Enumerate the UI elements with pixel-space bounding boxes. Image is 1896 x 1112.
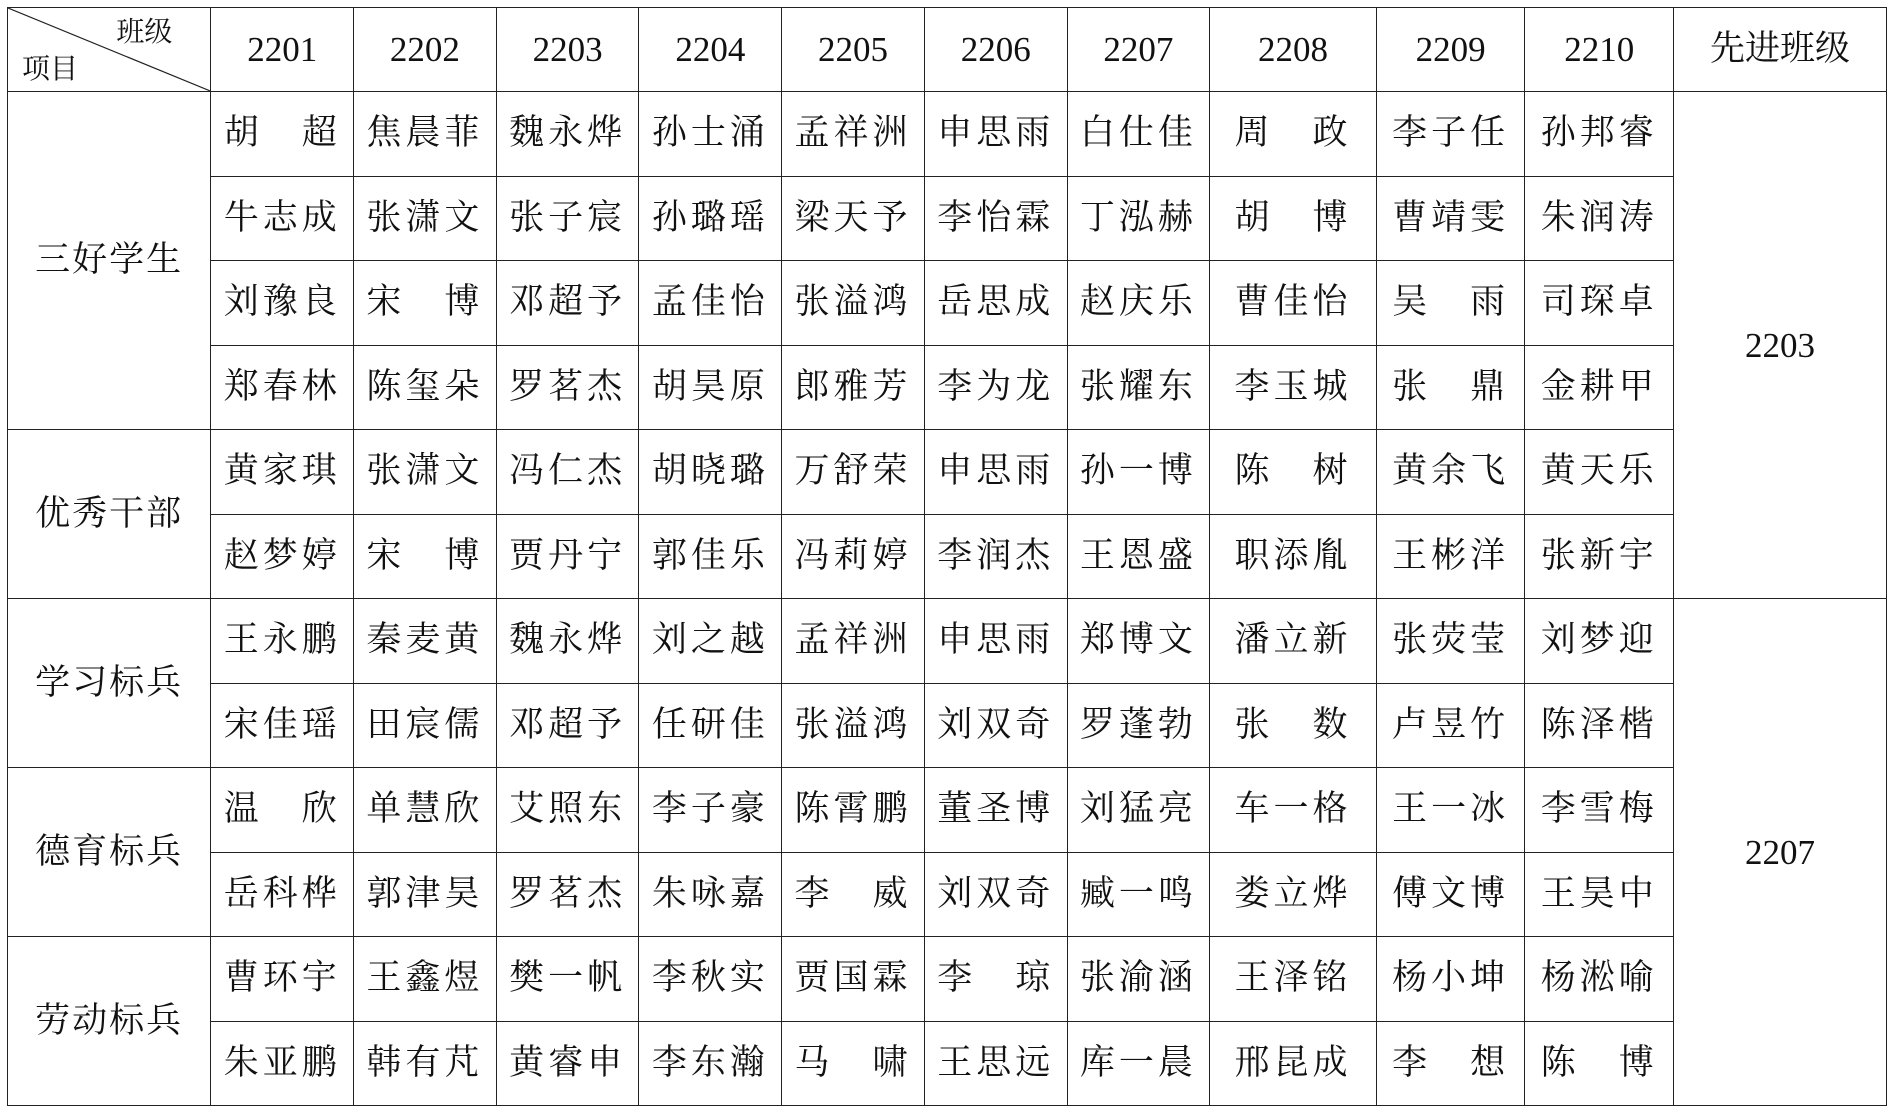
student-name-cell: 郎雅芳 — [782, 345, 925, 430]
student-name-cell: 周 政 — [1210, 92, 1376, 177]
student-name-cell: 孟祥洲 — [782, 599, 925, 684]
class-header: 2204 — [639, 8, 782, 92]
student-name-cell: 卢昱竹 — [1376, 683, 1525, 768]
student-name-cell: 孟祥洲 — [782, 92, 925, 177]
student-name-cell: 马 啸 — [782, 1021, 925, 1106]
student-name-cell: 张潇文 — [354, 430, 497, 515]
student-name-cell: 宋 博 — [354, 514, 497, 599]
table-row — [8, 768, 1887, 853]
student-name-cell: 张子宸 — [496, 176, 639, 261]
student-name-cell: 李秋实 — [639, 937, 782, 1022]
student-name-cell: 董圣博 — [924, 768, 1067, 853]
category-cell: 德育标兵 — [8, 768, 211, 937]
student-name-cell: 娄立烨 — [1210, 852, 1376, 937]
student-name-cell: 邓超予 — [496, 683, 639, 768]
student-name-cell: 冯仁杰 — [496, 430, 639, 515]
student-name-cell: 刘之越 — [639, 599, 782, 684]
corner-label-class: 班级 — [116, 15, 173, 48]
student-name-cell: 陈 博 — [1525, 1021, 1674, 1106]
student-name-cell: 孙璐瑶 — [639, 176, 782, 261]
student-name-cell: 杨小坤 — [1376, 937, 1525, 1022]
table-row — [8, 345, 1887, 430]
advanced-class-value: 2207 — [1674, 599, 1887, 1106]
student-name-cell: 胡 超 — [211, 92, 354, 177]
student-name-cell: 樊一帆 — [496, 937, 639, 1022]
table-row — [8, 599, 1887, 684]
category-cell: 三好学生 — [8, 92, 211, 430]
student-name-cell: 秦麦黄 — [354, 599, 497, 684]
class-header: 2202 — [354, 8, 497, 92]
student-name-cell: 王恩盛 — [1067, 514, 1210, 599]
student-name-cell: 刘双奇 — [924, 852, 1067, 937]
class-header: 2203 — [496, 8, 639, 92]
student-name-cell: 李玉城 — [1210, 345, 1376, 430]
category-cell: 优秀干部 — [8, 430, 211, 599]
class-header: 2207 — [1067, 8, 1210, 92]
student-name-cell: 李怡霖 — [924, 176, 1067, 261]
student-name-cell: 吴 雨 — [1376, 261, 1525, 346]
student-name-cell: 邢昆成 — [1210, 1021, 1376, 1106]
student-name-cell: 李 威 — [782, 852, 925, 937]
student-name-cell: 孙一博 — [1067, 430, 1210, 515]
student-name-cell: 贾国霖 — [782, 937, 925, 1022]
category-cell: 学习标兵 — [8, 599, 211, 768]
student-name-cell: 朱润涛 — [1525, 176, 1674, 261]
student-name-cell: 刘豫良 — [211, 261, 354, 346]
student-name-cell: 李 琼 — [924, 937, 1067, 1022]
corner-header-cell — [8, 8, 211, 92]
student-name-cell: 曹环宇 — [211, 937, 354, 1022]
student-name-cell: 岳科桦 — [211, 852, 354, 937]
student-name-cell: 张荧莹 — [1376, 599, 1525, 684]
table-row — [8, 176, 1887, 261]
student-name-cell: 王昊中 — [1525, 852, 1674, 937]
student-name-cell: 刘双奇 — [924, 683, 1067, 768]
student-name-cell: 冯莉婷 — [782, 514, 925, 599]
student-name-cell: 曹靖雯 — [1376, 176, 1525, 261]
student-name-cell: 李子任 — [1376, 92, 1525, 177]
table-row — [8, 261, 1887, 346]
corner-label-item: 项目 — [22, 52, 79, 85]
student-name-cell: 臧一鸣 — [1067, 852, 1210, 937]
table-row — [8, 92, 1887, 177]
class-header: 2208 — [1210, 8, 1376, 92]
student-name-cell: 胡 博 — [1210, 176, 1376, 261]
class-header: 2210 — [1525, 8, 1674, 92]
honor-roll-table — [7, 7, 1887, 1106]
student-name-cell: 李为龙 — [924, 345, 1067, 430]
student-name-cell: 刘猛亮 — [1067, 768, 1210, 853]
table-row — [8, 937, 1887, 1022]
student-name-cell: 罗蓬勃 — [1067, 683, 1210, 768]
student-name-cell: 韩有芃 — [354, 1021, 497, 1106]
student-name-cell: 孙士涌 — [639, 92, 782, 177]
student-name-cell: 单慧欣 — [354, 768, 497, 853]
student-name-cell: 申思雨 — [924, 92, 1067, 177]
student-name-cell: 魏永烨 — [496, 599, 639, 684]
student-name-cell: 王永鹏 — [211, 599, 354, 684]
category-cell: 劳动标兵 — [8, 937, 211, 1106]
student-name-cell: 刘梦迎 — [1525, 599, 1674, 684]
student-name-cell: 邓超予 — [496, 261, 639, 346]
header-row — [8, 8, 1887, 92]
student-name-cell: 王一冰 — [1376, 768, 1525, 853]
student-name-cell: 张 鼎 — [1376, 345, 1525, 430]
student-name-cell: 张新宇 — [1525, 514, 1674, 599]
student-name-cell: 张溢鸿 — [782, 261, 925, 346]
table-row — [8, 430, 1887, 515]
table-row — [8, 683, 1887, 768]
table-row — [8, 1021, 1887, 1106]
student-name-cell: 曹佳怡 — [1210, 261, 1376, 346]
student-name-cell: 郭佳乐 — [639, 514, 782, 599]
student-name-cell: 库一晨 — [1067, 1021, 1210, 1106]
student-name-cell: 黄睿申 — [496, 1021, 639, 1106]
class-header: 2201 — [211, 8, 354, 92]
student-name-cell: 陈泽楷 — [1525, 683, 1674, 768]
student-name-cell: 车一格 — [1210, 768, 1376, 853]
student-name-cell: 王鑫煜 — [354, 937, 497, 1022]
student-name-cell: 胡昊原 — [639, 345, 782, 430]
student-name-cell: 黄余飞 — [1376, 430, 1525, 515]
student-name-cell: 李雪梅 — [1525, 768, 1674, 853]
student-name-cell: 丁泓赫 — [1067, 176, 1210, 261]
student-name-cell: 朱亚鹏 — [211, 1021, 354, 1106]
student-name-cell: 赵梦婷 — [211, 514, 354, 599]
table-row — [8, 852, 1887, 937]
student-name-cell: 朱咏嘉 — [639, 852, 782, 937]
student-name-cell: 陈玺朵 — [354, 345, 497, 430]
student-name-cell: 张耀东 — [1067, 345, 1210, 430]
student-name-cell: 郑博文 — [1067, 599, 1210, 684]
advanced-class-value: 2203 — [1674, 92, 1887, 599]
student-name-cell: 张溢鸿 — [782, 683, 925, 768]
student-name-cell: 申思雨 — [924, 430, 1067, 515]
student-name-cell: 张渝涵 — [1067, 937, 1210, 1022]
student-name-cell: 贾丹宁 — [496, 514, 639, 599]
student-name-cell: 潘立新 — [1210, 599, 1376, 684]
student-name-cell: 傅文博 — [1376, 852, 1525, 937]
student-name-cell: 杨淞喻 — [1525, 937, 1674, 1022]
student-name-cell: 黄天乐 — [1525, 430, 1674, 515]
class-header: 2205 — [782, 8, 925, 92]
class-header: 2206 — [924, 8, 1067, 92]
student-name-cell: 田宸儒 — [354, 683, 497, 768]
advanced-class-header: 先进班级 — [1674, 8, 1887, 92]
student-name-cell: 郭津昊 — [354, 852, 497, 937]
student-name-cell: 温 欣 — [211, 768, 354, 853]
student-name-cell: 金耕甲 — [1525, 345, 1674, 430]
student-name-cell: 司琛卓 — [1525, 261, 1674, 346]
student-name-cell: 王思远 — [924, 1021, 1067, 1106]
student-name-cell: 任研佳 — [639, 683, 782, 768]
student-name-cell: 宋佳瑶 — [211, 683, 354, 768]
student-name-cell: 宋 博 — [354, 261, 497, 346]
student-name-cell: 梁天予 — [782, 176, 925, 261]
student-name-cell: 胡晓璐 — [639, 430, 782, 515]
student-name-cell: 魏永烨 — [496, 92, 639, 177]
student-name-cell: 赵庆乐 — [1067, 261, 1210, 346]
student-name-cell: 李润杰 — [924, 514, 1067, 599]
student-name-cell: 郑春林 — [211, 345, 354, 430]
student-name-cell: 牛志成 — [211, 176, 354, 261]
student-name-cell: 罗茗杰 — [496, 345, 639, 430]
student-name-cell: 陈霄鹏 — [782, 768, 925, 853]
student-name-cell: 职添胤 — [1210, 514, 1376, 599]
student-name-cell: 白仕佳 — [1067, 92, 1210, 177]
student-name-cell: 王泽铭 — [1210, 937, 1376, 1022]
student-name-cell: 李 想 — [1376, 1021, 1525, 1106]
class-header: 2209 — [1376, 8, 1525, 92]
student-name-cell: 艾照东 — [496, 768, 639, 853]
student-name-cell: 张潇文 — [354, 176, 497, 261]
student-name-cell: 万舒荣 — [782, 430, 925, 515]
student-name-cell: 李子豪 — [639, 768, 782, 853]
student-name-cell: 罗茗杰 — [496, 852, 639, 937]
student-name-cell: 申思雨 — [924, 599, 1067, 684]
student-name-cell: 孙邦睿 — [1525, 92, 1674, 177]
student-name-cell: 张 数 — [1210, 683, 1376, 768]
table-row — [8, 514, 1887, 599]
student-name-cell: 陈 树 — [1210, 430, 1376, 515]
student-name-cell: 焦晨菲 — [354, 92, 497, 177]
student-name-cell: 岳思成 — [924, 261, 1067, 346]
student-name-cell: 李东瀚 — [639, 1021, 782, 1106]
student-name-cell: 黄家琪 — [211, 430, 354, 515]
student-name-cell: 孟佳怡 — [639, 261, 782, 346]
student-name-cell: 王彬洋 — [1376, 514, 1525, 599]
